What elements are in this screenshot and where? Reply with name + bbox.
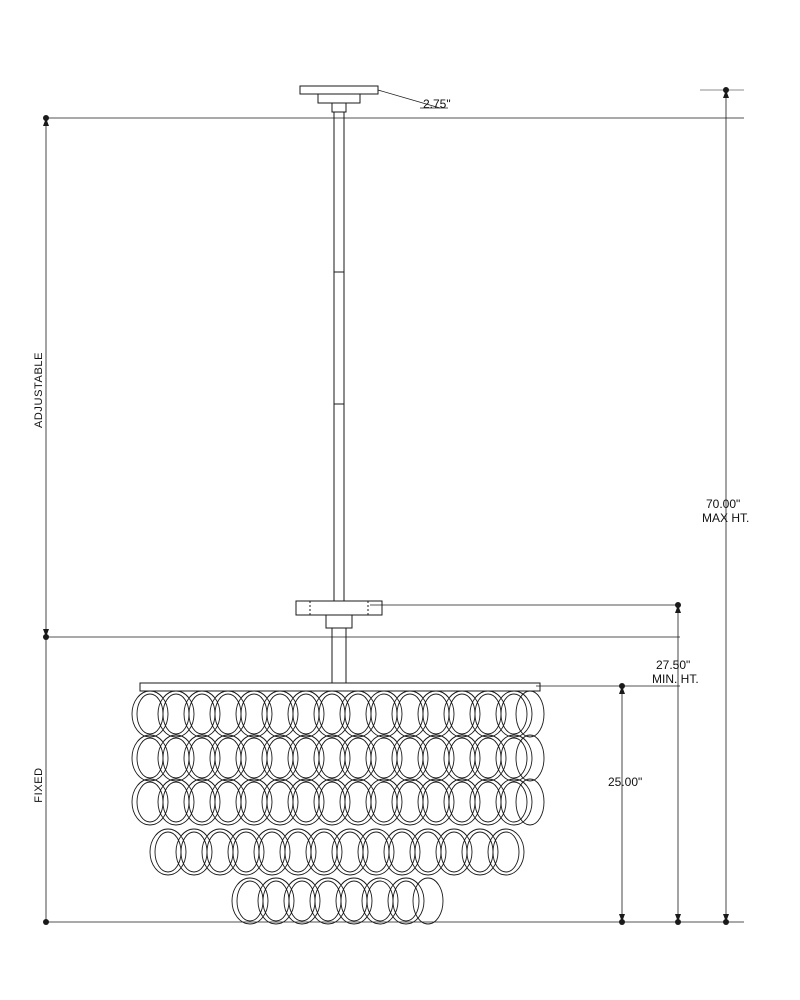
label-max-height-caption: MAX HT. xyxy=(702,511,750,525)
ceiling-canopy xyxy=(300,86,378,112)
fixture-geometry xyxy=(132,86,544,924)
label-fixed: FIXED xyxy=(33,767,45,803)
label-min-height-caption: MIN. HT. xyxy=(652,672,699,686)
dim-shade-height xyxy=(619,683,625,925)
socket-housing xyxy=(296,601,382,686)
disc-tier-5 xyxy=(232,878,443,924)
shade-disc-tiers xyxy=(132,691,544,924)
shade-top-plate xyxy=(140,683,540,691)
downrod-stem xyxy=(334,112,344,608)
label-canopy-diameter: 2.75" xyxy=(423,97,451,111)
label-max-height-value: 70.00" xyxy=(706,497,741,511)
disc-tier-2 xyxy=(132,735,544,781)
disc-tier-3 xyxy=(132,779,544,825)
label-shade-height: 25.00" xyxy=(608,775,643,789)
disc-tier-1 xyxy=(132,691,544,737)
label-min-height-value: 27.50" xyxy=(656,658,691,672)
disc-tier-4 xyxy=(150,829,524,875)
dimension-lines xyxy=(43,87,744,925)
dim-min-height xyxy=(675,602,681,925)
label-adjustable: ADJUSTABLE xyxy=(33,351,45,429)
